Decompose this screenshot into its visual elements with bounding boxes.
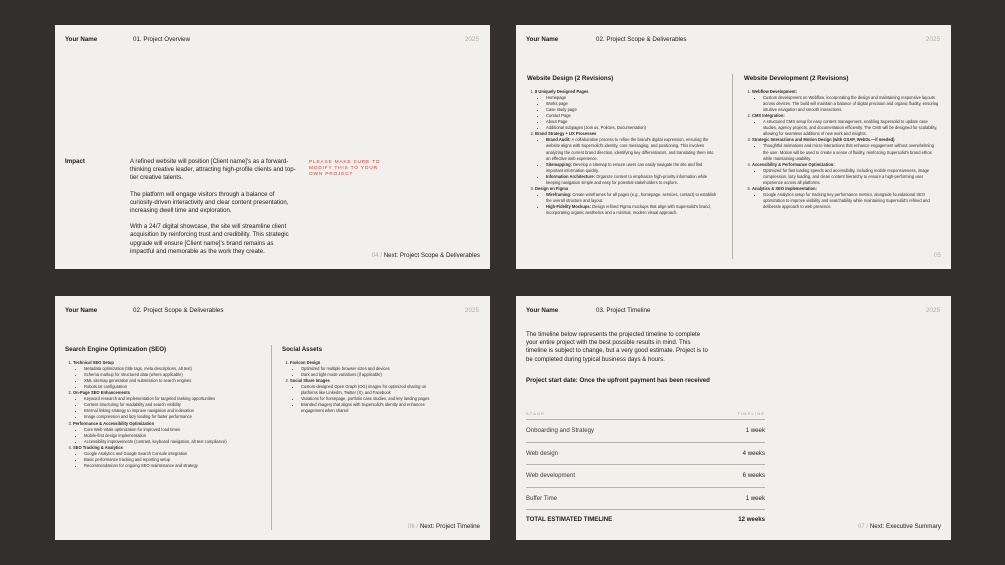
slide-scope-deliverables-seo[interactable] [55,296,490,540]
author-name: Your Name [526,307,559,314]
sub-item: • Contact Page [546,113,719,119]
sub-list [752,192,940,210]
sub-item-label: Brand Audit: [546,137,571,143]
table-row [526,420,765,443]
list-item-title: Social Share Images [290,378,330,384]
sub-item: • Mobile-first design implementation [84,433,260,439]
sub-item: • Thoughtful animations and micro-interactions that enhance engagement without overwhelming the user. Motion will be used to create a sense of fluidity, reinforcing Supersolid's brand ethos while maintaining usability. [763,143,940,161]
sub-item: • Image compression and lazy loading for faster performance [84,414,260,420]
project-start-date: Project start date: Once the upfront payment has been received [526,377,710,384]
sub-item-label: Wireframing: [546,191,572,197]
table-header [526,411,765,420]
sub-item: • Robots.txt configuration [84,384,260,390]
timeline-column-header: TIMELINE [737,411,765,416]
list-item [535,89,719,131]
list-item [290,360,442,378]
sub-item: • Google Analytics setup for tracking key performance metrics, alongside foundational SEO optimization to improve visibility and searchability while maintaining Supersolid's refined and deliberate approach to web presence. [763,192,940,210]
sub-item: • About Page [546,119,719,125]
list-item [752,89,940,113]
slide-scope-deliverables[interactable] [516,25,951,269]
list-item [752,186,940,210]
column-heading: Search Engine Optimization (SEO) [65,346,167,353]
list-item [290,378,442,414]
total-label: TOTAL ESTIMATED TIMELINE [526,516,613,523]
sub-item-label: Information Architecture: [546,173,595,179]
timeline-intro: The timeline below represents the projected timeline to complete your entire project with the best possible results in mind. This timeline is subject to change, but a very good estimate. Project is to be completed during typical business days & hours. [526,331,708,363]
footer-separator: / [378,252,384,259]
deliverables-list [527,89,719,216]
stage-column-header: STAGE [526,411,545,416]
website-design-column [527,76,719,216]
page-number: 04 [371,252,379,259]
slide-title: 02. Project Scope & Deliverables [596,36,687,43]
next-link[interactable]: Next: Project Timeline [419,523,480,530]
stage-name: Onboarding and Strategy [526,427,595,435]
sub-item: • Variations for homepage, portfolio case studies, and key landing pages [301,396,442,402]
sub-item-text: A collaborative process to refine the brand's digital expression, ensuring the website aligns with Supersolid's identity, core messaging, and positioning. This involves analyzing the current brand direction, identifying key differentiators, and translating them into an effective web experience. [546,137,714,161]
seo-column [65,347,260,469]
column-heading: Social Assets [282,346,323,353]
table-row [526,465,765,488]
sub-item: • Keyword research and implementation for targeted ranking opportunities [84,396,260,402]
sub-list [73,366,260,390]
slide-footer[interactable] [372,252,480,259]
list-item [73,360,260,390]
sub-item: • Branded imagery that aligns with Supersolid's identity and enhances engagement when shared [301,402,442,414]
list-item-title: Technical SEO Setup [73,360,114,366]
sub-item [546,192,719,204]
sub-item-text: Design refined Figma mockups that align with Supersolid's brand, incorporating organic aesthetics and a minimal, modern visual approach. [546,203,711,215]
list-item-title: CMS Integration: [752,113,785,119]
list-item-title: 8 Uniquely Designed Pages [535,89,589,95]
list-item-title: Accessibility & Performance Optimization: [752,161,835,167]
slide-title: 02. Project Scope & Deliverables [133,307,224,314]
sub-list [535,95,719,131]
deliverables-list [65,360,260,469]
sub-list [535,192,719,216]
next-link[interactable]: Next: Executive Summary [869,523,941,530]
stage-name: Web development [526,472,576,480]
slide-footer[interactable] [408,523,480,530]
sub-item-label: High-Fidelity Mockups: [546,203,592,209]
list-item-title: Strategic Interactions and Motion Design (with GSAP, WebGL—if needed) [752,137,895,143]
sub-list [752,95,940,113]
sub-item-label: Sitemapping: [546,161,572,167]
list-item [535,186,719,216]
sub-item: • Metadata optimization (title tags, meta descriptions, alt text) [84,366,260,372]
sub-item: • A structured CMS setup for easy content management, enabling Supersolid to update case studies, agency projects, and documentation efficiently. The CMS will be designed for scalability, allowing for seamless additions of new work and insights. [763,119,940,137]
list-item [752,162,940,186]
stage-duration: 1 week [745,427,765,435]
sub-item: • Basic performance tracking and reporting setup [84,457,260,463]
sub-list [535,137,719,185]
sub-list [752,168,940,186]
stage-name: Web design [526,449,559,457]
author-name: Your Name [65,36,98,43]
sub-item: • Custom development on Webflow, incorporating the design and maintaining responsive layouts across devices. The build will maintain a balance of digital precision and organic fluidity, ensuring intuitive navigation and smooth interactions. [763,95,940,113]
sub-item: • Additional subpages (Join us, Policies, Documentation) [546,125,719,131]
sub-list [290,366,442,378]
slide-project-timeline[interactable] [516,296,951,540]
sub-item: • Schema markup for structured data (where applicable) [84,372,260,378]
deliverables-list [282,360,442,414]
sub-item: • Optimized for fast loading speeds and accessibility, including mobile responsiveness, image compression, lazy loading, and clean content hierarchy to ensure a high-performing user experience across all platforms. [763,168,940,186]
stage-duration: 4 weeks [742,449,765,457]
list-item [752,137,940,161]
list-item [73,445,260,469]
footer-separator: / [414,523,420,530]
sub-item-text: Organize content to emphasize high-priority information while keeping navigation simple and easy for potential stakeholders to explore. [546,173,708,185]
sub-item: • XML sitemap generation and submission to search engines [84,378,260,384]
column-heading: Website Development (2 Revisions) [744,75,849,82]
slide-footer[interactable] [858,523,941,530]
list-item-title: SEO Tracking & Analytics [73,444,123,450]
sub-item: • Recommendations for ongoing SEO maintenance and strategy [84,463,260,469]
slide-year: 2025 [464,36,479,43]
sub-item [546,204,719,216]
list-item-title: Analytics & SEO Implementation: [752,185,817,191]
slide-project-overview[interactable] [55,25,490,269]
sub-item: • Optimized for multiple browser sizes and devices [301,366,442,372]
sub-item: • Internal linking strategy to improve navigation and indexation [84,408,260,414]
website-development-column [744,76,940,210]
author-name: Your Name [526,36,559,43]
total-row [526,510,765,523]
table-row [526,443,765,466]
sub-list [752,119,940,137]
list-item-title: Brand Strategy + UX Processes [535,131,597,137]
column-divider [271,345,272,530]
page-number: 07 [857,523,865,530]
slide-title: 03. Project Timeline [596,307,651,314]
table-row [526,488,765,511]
sub-item [546,162,719,174]
list-item [73,390,260,420]
stage-duration: 6 weeks [742,472,765,480]
sub-item: • Dark and light mode variations (if applicable) [301,372,442,378]
list-item [535,131,719,185]
column-heading: Website Design (2 Revisions) [527,75,614,82]
sub-list [73,451,260,469]
deliverables-list [744,89,940,210]
sub-list [73,396,260,420]
stage-name: Buffer Time [526,494,558,502]
impact-body [130,158,298,264]
author-name: Your Name [65,307,98,314]
slide-year: 2025 [925,307,940,314]
sub-list [752,143,940,161]
sub-item-text: Develop a sitemap to ensure users can easily navigate the site and find important information quickly. [546,161,703,173]
list-item [73,421,260,445]
sub-item: • Google Analytics and Google Search Console integration [84,451,260,457]
sub-item: • Case study page [546,107,719,113]
slide-footer [934,252,941,259]
list-item-title: Performance & Accessibility Optimization [73,420,155,426]
impact-paragraph: A refined website will position [Client name]'s as a forward-thinking creative leader, attracting high-profile clients and top-tier creative talents. [130,158,296,182]
impact-label: Impact [65,158,85,165]
impact-paragraph: With a 24/7 digital showcase, the site will streamline client acquisition by reinforcing trust and credibility. This strategic upgrade will ensure [Client name]'s brand remains as impactful and memorable as the work they create. [130,223,289,255]
page-number: 05 [934,252,941,259]
sub-item: • Homepage [546,95,719,101]
total-value: 12 weeks [738,516,765,523]
slide-title: 01. Project Overview [133,36,191,43]
list-item-title: Favicon Design [290,360,321,366]
list-item [752,113,940,137]
impact-paragraph: The platform will engage visitors through a balance of curiosity-driven interactivity and clear content presentation, increasing dwell time and exploration. [130,190,289,215]
list-item-title: Design on Figma [535,185,568,191]
slide-year: 2025 [925,36,940,43]
column-divider [732,74,733,259]
sub-item-text: Create wireframes for all pages (e.g., homepage, services, contact) to establish the overall structure and layout. [546,191,717,203]
sub-item [546,137,719,161]
footer-separator: / [864,523,870,530]
list-item-title: Webflow Development: [752,89,797,95]
sub-list [290,384,442,414]
sub-list [73,427,260,445]
slide-year: 2025 [464,307,479,314]
page-number: 06 [407,523,415,530]
sub-item: • Works page [546,101,719,107]
sub-item: • Content structuring for readability and search visibility [84,402,260,408]
sub-item [546,174,719,186]
sub-item: • Core Web Vitals optimization for improved load times [84,427,260,433]
modify-note: PLEASE MAKE SURE TO MODIFY THIS TO YOUR OWN PROJECT [309,160,381,177]
sub-item: • Custom-designed Open Graph (OG) images for optimized sharing on platforms like LinkedIn, Twitter (X), and Facebook [301,384,442,396]
social-assets-column [282,347,442,414]
sub-item: • Accessibility improvements (contrast, keyboard navigation, alt text compliance) [84,439,260,445]
stage-duration: 1 week [745,494,765,502]
timeline-table [526,411,765,523]
next-link[interactable]: Next: Project Scope & Deliverables [383,252,480,259]
list-item-title: On-Page SEO Enhancements [73,390,130,396]
